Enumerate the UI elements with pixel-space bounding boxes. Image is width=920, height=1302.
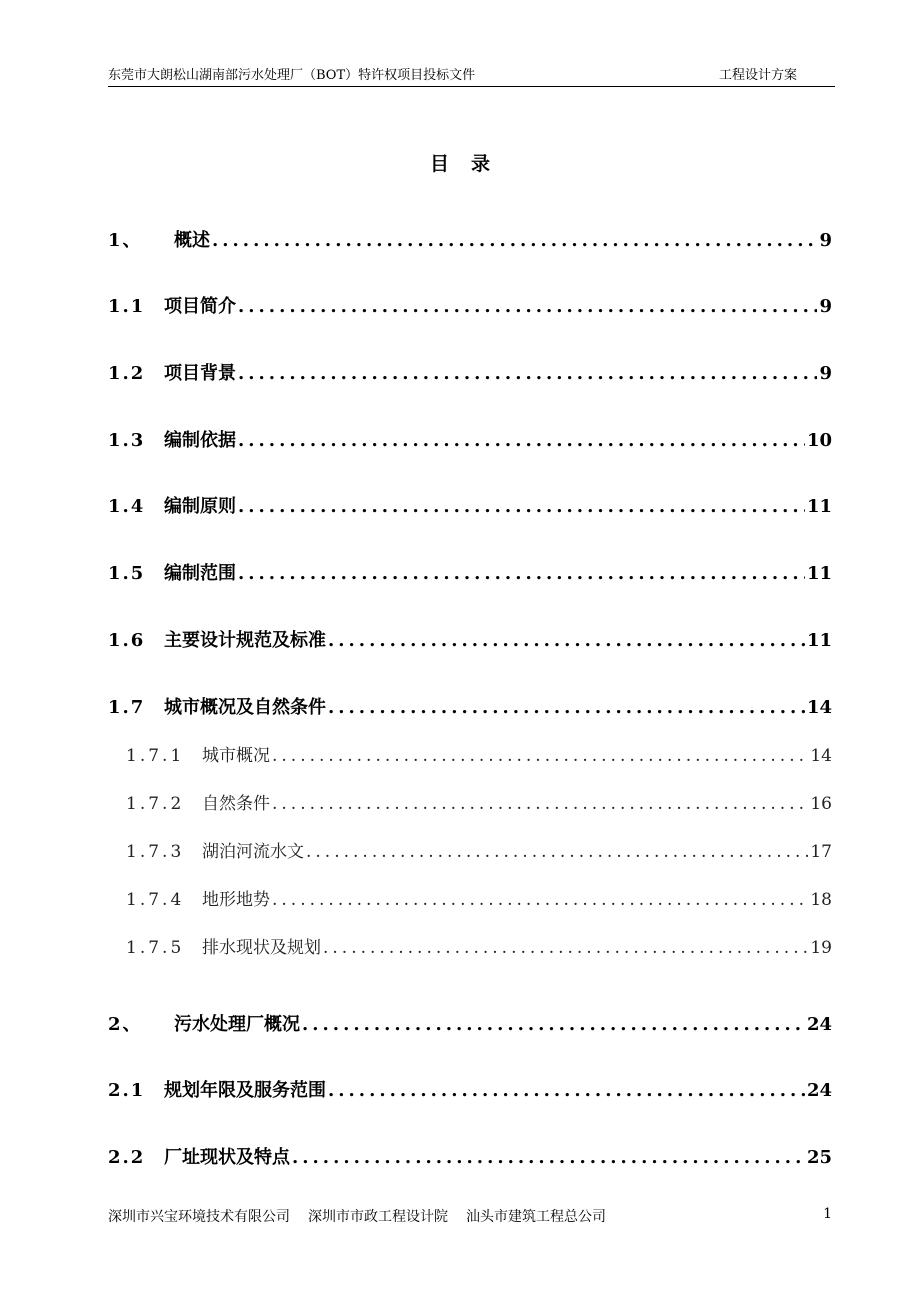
toc-entry[interactable] (108, 1010, 832, 1036)
toc-leader-dots (238, 496, 805, 517)
toc-leader-dots (238, 563, 805, 584)
toc-leader-dots (328, 630, 805, 651)
toc-leader-dots (272, 890, 808, 910)
toc-leader-dots (272, 794, 808, 814)
toc-entry-label: 规划年限及服务范围 (164, 1080, 326, 1101)
toc-entry[interactable] (108, 693, 832, 719)
toc-entry[interactable] (108, 226, 832, 252)
toc-entry[interactable] (108, 559, 832, 585)
toc-entry[interactable] (108, 426, 832, 452)
toc-entry-number: 1、 (108, 230, 143, 251)
footer-organizations (108, 1206, 606, 1226)
page-header (108, 64, 835, 87)
toc-entry-number: 1.7 (108, 697, 146, 718)
header-document-title: 东莞市大朗松山湖南部污水处理厂（BOT）特许权项目投标文件 (108, 68, 476, 83)
toc-entry[interactable] (108, 1143, 832, 1169)
toc-entry[interactable] (108, 492, 832, 518)
toc-entry-label: 城市概况 (202, 746, 270, 766)
toc-subentry[interactable] (126, 741, 832, 766)
toc-entry-label: 项目简介 (164, 296, 236, 317)
header-section-name: 工程设计方案 (718, 68, 797, 83)
toc-entry-number: 1.1 (108, 296, 146, 317)
toc-entry-label: 排水现状及规划 (202, 938, 321, 958)
toc-entry-page: 11 (806, 630, 832, 651)
toc-entry-number: 1.5 (108, 563, 146, 584)
footer-org-1: 深圳市兴宝环境技术有限公司 (108, 1209, 290, 1225)
toc-entry-label: 自然条件 (202, 794, 270, 814)
toc-entry-page: 10 (806, 430, 832, 451)
toc-entry-label: 主要设计规范及标准 (164, 630, 326, 651)
toc-entry-page: 24 (806, 1080, 832, 1101)
toc-subentry[interactable] (126, 789, 832, 814)
toc-entry[interactable] (108, 292, 832, 318)
toc-entry-page: 14 (806, 697, 832, 718)
toc-subentry[interactable] (126, 933, 832, 958)
toc-entry-number: 2.2 (108, 1147, 146, 1168)
toc-entry-page: 14 (810, 746, 832, 766)
toc-entry-label: 污水处理厂概况 (174, 1014, 300, 1035)
toc-entry-page: 9 (819, 230, 832, 251)
toc-entry[interactable] (108, 626, 832, 652)
toc-leader-dots (238, 430, 805, 451)
toc-entry-number: 1.2 (108, 363, 146, 384)
toc-leader-dots (302, 1014, 805, 1035)
toc-leader-dots (292, 1147, 805, 1168)
toc-entry-number: 1.7.4 (126, 890, 185, 910)
toc-entry-label: 项目背景 (164, 363, 236, 384)
toc-entry-number: 1.4 (108, 496, 146, 517)
toc-title: 目录 (429, 153, 512, 175)
footer-org-2: 深圳市市政工程设计院 (308, 1209, 448, 1225)
footer-org-3: 汕头市建筑工程总公司 (466, 1209, 606, 1225)
toc-entry-number: 1.7.1 (126, 746, 185, 766)
toc-entry-label: 编制依据 (164, 430, 236, 451)
toc-entry-page: 11 (806, 563, 832, 584)
toc-entry-label: 概述 (174, 230, 210, 251)
toc-entry-number: 1.7.5 (126, 938, 185, 958)
toc-entry-number: 2.1 (108, 1080, 146, 1101)
toc-entry-number: 1.7.3 (126, 842, 185, 862)
toc-entry-number: 2、 (108, 1014, 143, 1035)
toc-entry-page: 9 (819, 296, 832, 317)
toc-leader-dots (323, 938, 808, 958)
toc-entry-page: 24 (806, 1014, 832, 1035)
toc-leader-dots (272, 746, 808, 766)
toc-entry-label: 编制原则 (164, 496, 236, 517)
footer-page-number: 1 (823, 1206, 832, 1222)
toc-entry-label: 厂址现状及特点 (164, 1147, 290, 1168)
toc-entry-number: 1.6 (108, 630, 146, 651)
toc-leader-dots (212, 230, 817, 251)
toc-entry-page: 16 (810, 794, 832, 814)
toc-subentry[interactable] (126, 837, 832, 862)
toc-leader-dots (328, 1080, 805, 1101)
toc-entry-page: 17 (810, 842, 832, 862)
toc-entry[interactable] (108, 359, 832, 385)
toc-entry[interactable] (108, 1076, 832, 1102)
toc-entry-label: 湖泊河流水文 (202, 842, 304, 862)
toc-subentry[interactable] (126, 885, 832, 910)
toc-leader-dots (238, 363, 817, 384)
toc-entry-page: 19 (810, 938, 832, 958)
toc-entry-label: 城市概况及自然条件 (164, 697, 326, 718)
toc-entry-number: 1.3 (108, 430, 146, 451)
toc-leader-dots (238, 296, 817, 317)
toc-entry-page: 25 (806, 1147, 832, 1168)
toc-leader-dots (306, 842, 808, 862)
toc-entry-page: 18 (810, 890, 832, 910)
toc-entry-label: 编制范围 (164, 563, 236, 584)
toc-entry-page: 11 (806, 496, 832, 517)
toc-entry-number: 1.7.2 (126, 794, 185, 814)
toc-entry-label: 地形地势 (202, 890, 270, 910)
toc-leader-dots (328, 697, 805, 718)
toc-entry-page: 9 (819, 363, 832, 384)
